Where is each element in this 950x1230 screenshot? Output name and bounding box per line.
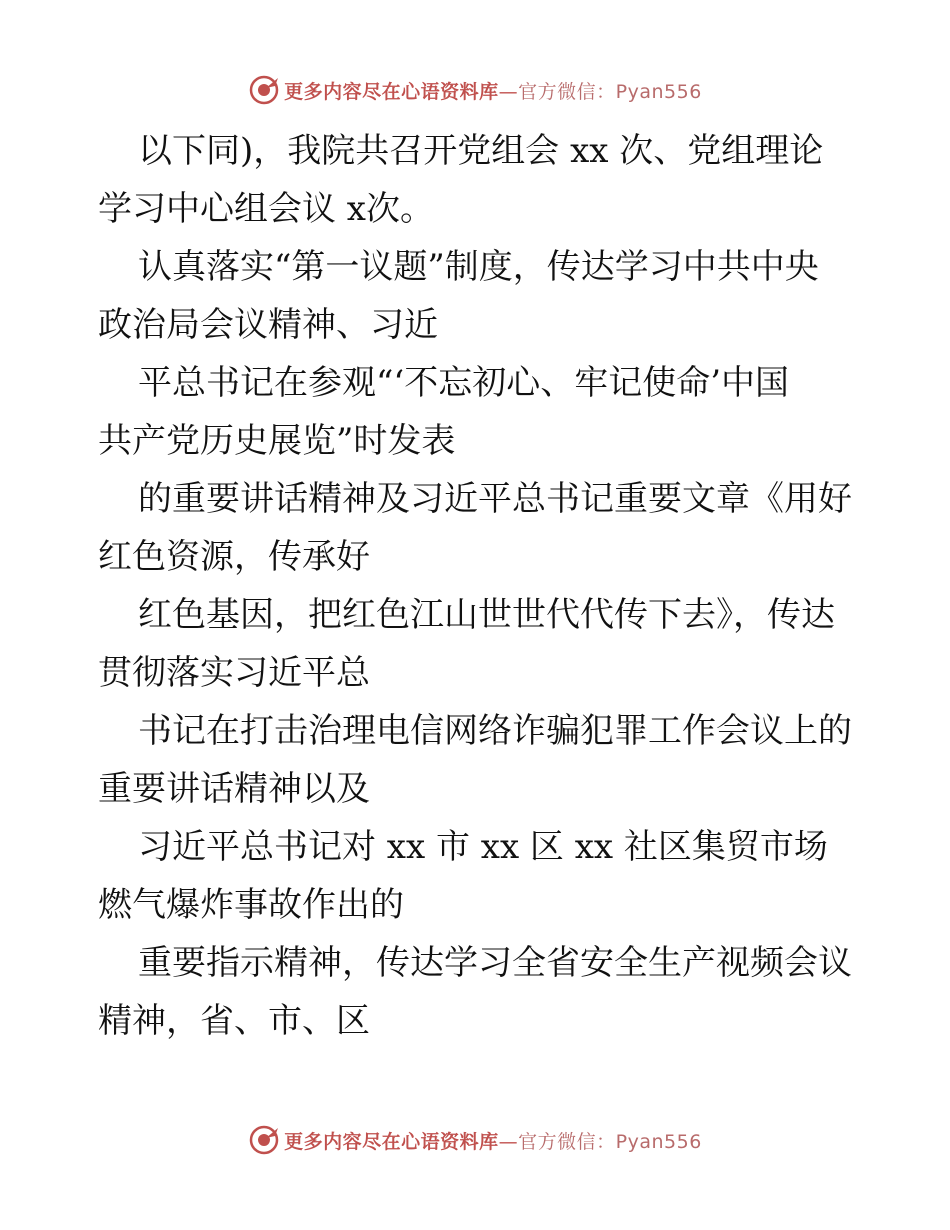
paragraph-line: 平总书记在参观“‘不忘初心、牢记使命’中国 — [138, 363, 789, 403]
paragraph-line: 红色资源，传承好 — [98, 537, 370, 577]
paragraph — [98, 702, 858, 818]
watermark-text — [284, 1127, 702, 1154]
paragraph — [98, 470, 858, 586]
paragraph-line: 学习中心组会议 x次。 — [98, 189, 434, 229]
paragraph-line: 习近平总书记对 xx 市 xx 区 xx 社区集贸市场 — [138, 827, 828, 867]
paragraph-line: 以下同)，我院共召开党组会 xx 次、党组理论 — [138, 131, 824, 171]
paragraph-line: 政治局会议精神、习近 — [98, 305, 438, 345]
pen-logo-icon — [248, 1124, 280, 1156]
paragraph-line: 重要指示精神，传达学习全省安全生产视频会议 — [138, 943, 852, 983]
footer-watermark — [0, 1120, 950, 1160]
paragraph-line: 书记在打击治理电信网络诈骗犯罪工作会议上的 — [138, 711, 852, 751]
paragraph — [98, 238, 858, 354]
paragraph — [98, 818, 858, 934]
watermark-text — [284, 77, 702, 104]
watermark-separator: — — [498, 1130, 519, 1153]
paragraph — [98, 122, 858, 238]
watermark-separator: — — [498, 80, 519, 103]
paragraph — [98, 354, 858, 470]
watermark-site: 更多内容尽在心语资料库 — [284, 80, 499, 103]
watermark-site: 更多内容尽在心语资料库 — [284, 1130, 499, 1153]
paragraph-line: 的重要讲话精神及习近平总书记重要文章《用好 — [138, 479, 852, 519]
paragraph-line: 贯彻落实习近平总 — [98, 653, 370, 693]
header-watermark — [0, 70, 950, 110]
paragraph-line: 共产党历史展览”时发表 — [98, 421, 456, 461]
paragraph — [98, 586, 858, 702]
paragraph-line: 精神，省、市、区 — [98, 1001, 370, 1041]
paragraph-line: 重要讲话精神以及 — [98, 769, 370, 809]
paragraph-line: 红色基因，把红色江山世世代代传下去》，传达 — [138, 595, 835, 635]
paragraph-line: 认真落实“第一议题”制度，传达学习中共中央 — [138, 247, 819, 287]
document-body — [98, 122, 858, 1050]
watermark-wechat: 官方微信：Pyan556 — [518, 80, 702, 103]
paragraph-line: 燃气爆炸事故作出的 — [98, 885, 404, 925]
paragraph — [98, 934, 858, 1050]
watermark-wechat: 官方微信：Pyan556 — [518, 1130, 702, 1153]
pen-logo-icon — [248, 74, 280, 106]
